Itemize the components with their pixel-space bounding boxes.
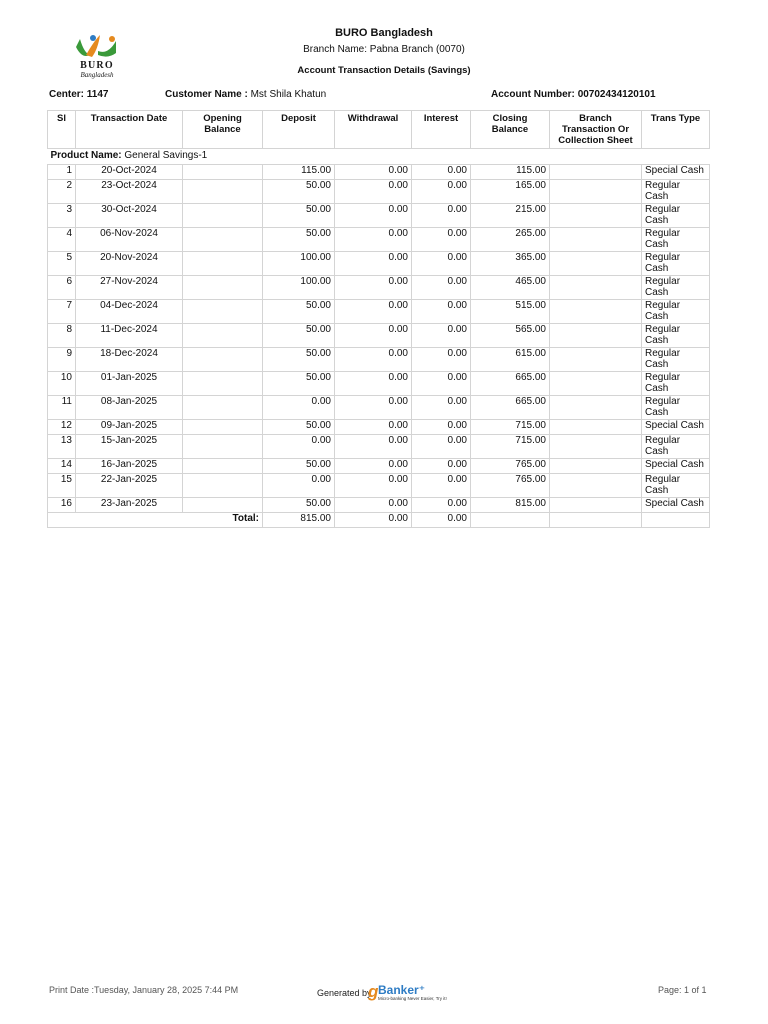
row-sl: 11 xyxy=(48,396,76,420)
row-date: 20-Nov-2024 xyxy=(76,252,183,276)
row-interest: 0.00 xyxy=(412,228,471,252)
row-withdrawal: 0.00 xyxy=(335,324,412,348)
table-row xyxy=(48,276,710,300)
row-sl: 16 xyxy=(48,498,76,513)
branch-name: Branch Name: Pabna Branch (0070) xyxy=(303,44,465,55)
row-date: 06-Nov-2024 xyxy=(76,228,183,252)
row-interest: 0.00 xyxy=(412,204,471,228)
total-deposit: 815.00 xyxy=(263,513,335,528)
col-header-withdrawal: Withdrawal xyxy=(335,111,412,149)
row-opening-balance xyxy=(183,498,263,513)
col-header-sl: Sl xyxy=(48,111,76,149)
row-closing-balance: 265.00 xyxy=(471,228,550,252)
row-withdrawal: 0.00 xyxy=(335,252,412,276)
row-opening-balance xyxy=(183,165,263,180)
row-interest: 0.00 xyxy=(412,459,471,474)
account-value: 00702434120101 xyxy=(577,89,656,100)
total-label: Total: xyxy=(232,513,259,524)
row-sl: 12 xyxy=(48,420,76,435)
print-date: Print Date :Tuesday, January 28, 2025 7:44 PM xyxy=(49,985,239,995)
row-sl: 5 xyxy=(48,252,76,276)
center-info xyxy=(49,89,109,100)
row-withdrawal: 0.00 xyxy=(335,372,412,396)
col-header-closing-balance: Closing Balance xyxy=(471,111,550,149)
row-closing-balance: 365.00 xyxy=(471,252,550,276)
row-trans-type: Regular Cash xyxy=(642,372,710,396)
row-interest: 0.00 xyxy=(412,396,471,420)
row-branch-transaction xyxy=(550,180,642,204)
row-interest: 0.00 xyxy=(412,165,471,180)
row-trans-type: Regular Cash xyxy=(642,300,710,324)
row-interest: 0.00 xyxy=(412,498,471,513)
row-opening-balance xyxy=(183,459,263,474)
row-withdrawal: 0.00 xyxy=(335,165,412,180)
row-closing-balance: 765.00 xyxy=(471,459,550,474)
account-label: Account Number: xyxy=(491,89,575,100)
row-trans-type: Special Cash xyxy=(642,498,710,513)
row-deposit: 0.00 xyxy=(263,396,335,420)
row-trans-type: Regular Cash xyxy=(642,396,710,420)
row-sl: 13 xyxy=(48,435,76,459)
row-branch-transaction xyxy=(550,420,642,435)
row-withdrawal: 0.00 xyxy=(335,276,412,300)
row-opening-balance xyxy=(183,324,263,348)
row-deposit: 50.00 xyxy=(263,498,335,513)
table-row xyxy=(48,252,710,276)
generated-by xyxy=(317,983,477,1003)
table-row xyxy=(48,228,710,252)
row-deposit: 50.00 xyxy=(263,300,335,324)
row-branch-transaction xyxy=(550,228,642,252)
row-sl: 4 xyxy=(48,228,76,252)
table-row xyxy=(48,204,710,228)
row-date: 20-Oct-2024 xyxy=(76,165,183,180)
row-deposit: 50.00 xyxy=(263,228,335,252)
row-sl: 15 xyxy=(48,474,76,498)
row-trans-type: Regular Cash xyxy=(642,435,710,459)
row-closing-balance: 765.00 xyxy=(471,474,550,498)
row-branch-transaction xyxy=(550,204,642,228)
transaction-table xyxy=(47,110,710,528)
row-deposit: 115.00 xyxy=(263,165,335,180)
table-row xyxy=(48,474,710,498)
table-row xyxy=(48,459,710,474)
customer-info xyxy=(165,89,326,100)
row-deposit: 100.00 xyxy=(263,276,335,300)
row-opening-balance xyxy=(183,474,263,498)
row-closing-balance: 665.00 xyxy=(471,396,550,420)
row-withdrawal: 0.00 xyxy=(335,459,412,474)
row-interest: 0.00 xyxy=(412,474,471,498)
table-row xyxy=(48,396,710,420)
row-interest: 0.00 xyxy=(412,372,471,396)
page-number: Page: 1 of 1 xyxy=(658,985,707,995)
row-date: 22-Jan-2025 xyxy=(76,474,183,498)
row-closing-balance: 165.00 xyxy=(471,180,550,204)
table-row xyxy=(48,420,710,435)
row-withdrawal: 0.00 xyxy=(335,204,412,228)
gbanker-tagline: Micro-banking Never Easier, Try it! xyxy=(378,996,447,1001)
row-closing-balance: 815.00 xyxy=(471,498,550,513)
account-info xyxy=(491,89,656,100)
report-title: Account Transaction Details (Savings) xyxy=(297,65,471,76)
row-date: 15-Jan-2025 xyxy=(76,435,183,459)
row-date: 09-Jan-2025 xyxy=(76,420,183,435)
row-deposit: 50.00 xyxy=(263,420,335,435)
row-closing-balance: 615.00 xyxy=(471,348,550,372)
row-branch-transaction xyxy=(550,435,642,459)
row-opening-balance xyxy=(183,252,263,276)
row-branch-transaction xyxy=(550,459,642,474)
row-date: 23-Jan-2025 xyxy=(76,498,183,513)
row-trans-type: Regular Cash xyxy=(642,474,710,498)
table-row xyxy=(48,348,710,372)
row-interest: 0.00 xyxy=(412,252,471,276)
col-header-branch-transaction: Branch Transaction Or Collection Sheet xyxy=(550,111,642,149)
row-trans-type: Special Cash xyxy=(642,165,710,180)
row-deposit: 50.00 xyxy=(263,204,335,228)
row-branch-transaction xyxy=(550,498,642,513)
row-closing-balance: 715.00 xyxy=(471,435,550,459)
row-closing-balance: 465.00 xyxy=(471,276,550,300)
row-opening-balance xyxy=(183,420,263,435)
row-branch-transaction xyxy=(550,276,642,300)
table-row xyxy=(48,498,710,513)
row-opening-balance xyxy=(183,348,263,372)
row-trans-type: Special Cash xyxy=(642,459,710,474)
row-opening-balance xyxy=(183,228,263,252)
row-sl: 6 xyxy=(48,276,76,300)
row-date: 30-Oct-2024 xyxy=(76,204,183,228)
table-header-row xyxy=(48,111,710,149)
center-value: 1147 xyxy=(86,89,109,100)
row-deposit: 50.00 xyxy=(263,324,335,348)
row-branch-transaction xyxy=(550,474,642,498)
row-date: 04-Dec-2024 xyxy=(76,300,183,324)
gbanker-logo-text: Banker⁺ xyxy=(378,983,426,997)
row-sl: 8 xyxy=(48,324,76,348)
row-branch-transaction xyxy=(550,300,642,324)
row-sl: 3 xyxy=(48,204,76,228)
row-interest: 0.00 xyxy=(412,435,471,459)
customer-label: Customer Name : xyxy=(165,89,248,100)
org-name: BURO Bangladesh xyxy=(335,27,433,39)
row-deposit: 100.00 xyxy=(263,252,335,276)
customer-value: Mst Shila Khatun xyxy=(250,89,327,100)
table-row xyxy=(48,372,710,396)
generated-by-label: Generated by xyxy=(317,988,372,998)
row-opening-balance xyxy=(183,180,263,204)
gbanker-logo-g: g xyxy=(368,982,379,1001)
center-label: Center: xyxy=(49,89,85,100)
row-withdrawal: 0.00 xyxy=(335,180,412,204)
table-row xyxy=(48,165,710,180)
row-trans-type: Regular Cash xyxy=(642,276,710,300)
row-deposit: 0.00 xyxy=(263,435,335,459)
row-interest: 0.00 xyxy=(412,180,471,204)
row-deposit: 50.00 xyxy=(263,348,335,372)
col-header-opening-balance: Opening Balance xyxy=(183,111,263,149)
row-deposit: 50.00 xyxy=(263,459,335,474)
row-opening-balance xyxy=(183,300,263,324)
row-opening-balance xyxy=(183,276,263,300)
product-row xyxy=(48,149,710,165)
row-branch-transaction xyxy=(550,372,642,396)
total-withdrawal: 0.00 xyxy=(335,513,412,528)
row-withdrawal: 0.00 xyxy=(335,396,412,420)
row-date: 16-Jan-2025 xyxy=(76,459,183,474)
product-label: Product Name: xyxy=(50,150,122,161)
row-opening-balance xyxy=(183,396,263,420)
row-interest: 0.00 xyxy=(412,420,471,435)
row-branch-transaction xyxy=(550,324,642,348)
row-deposit: 50.00 xyxy=(263,372,335,396)
row-branch-transaction xyxy=(550,252,642,276)
row-trans-type: Regular Cash xyxy=(642,228,710,252)
col-header-interest: Interest xyxy=(412,111,471,149)
table-row xyxy=(48,300,710,324)
row-date: 27-Nov-2024 xyxy=(76,276,183,300)
row-interest: 0.00 xyxy=(412,348,471,372)
row-date: 01-Jan-2025 xyxy=(76,372,183,396)
row-withdrawal: 0.00 xyxy=(335,420,412,435)
row-sl: 9 xyxy=(48,348,76,372)
row-sl: 7 xyxy=(48,300,76,324)
row-opening-balance xyxy=(183,204,263,228)
product-name: General Savings-1 xyxy=(124,150,208,161)
col-header-deposit: Deposit xyxy=(263,111,335,149)
row-closing-balance: 665.00 xyxy=(471,372,550,396)
row-trans-type: Regular Cash xyxy=(642,324,710,348)
row-sl: 1 xyxy=(48,165,76,180)
row-closing-balance: 215.00 xyxy=(471,204,550,228)
table-row xyxy=(48,180,710,204)
row-closing-balance: 715.00 xyxy=(471,420,550,435)
row-trans-type: Regular Cash xyxy=(642,348,710,372)
row-trans-type: Regular Cash xyxy=(642,180,710,204)
row-closing-balance: 115.00 xyxy=(471,165,550,180)
row-withdrawal: 0.00 xyxy=(335,435,412,459)
row-date: 08-Jan-2025 xyxy=(76,396,183,420)
row-interest: 0.00 xyxy=(412,324,471,348)
row-trans-type: Regular Cash xyxy=(642,252,710,276)
table-body xyxy=(48,149,710,513)
row-date: 11-Dec-2024 xyxy=(76,324,183,348)
row-branch-transaction xyxy=(550,348,642,372)
row-closing-balance: 565.00 xyxy=(471,324,550,348)
total-row xyxy=(48,513,710,528)
row-sl: 10 xyxy=(48,372,76,396)
table-row xyxy=(48,435,710,459)
logo-wordmark: BURO xyxy=(80,60,114,71)
row-sl: 14 xyxy=(48,459,76,474)
row-interest: 0.00 xyxy=(412,300,471,324)
table-row xyxy=(48,324,710,348)
row-date: 23-Oct-2024 xyxy=(76,180,183,204)
row-branch-transaction xyxy=(550,396,642,420)
row-withdrawal: 0.00 xyxy=(335,474,412,498)
col-header-trans-type: Trans Type xyxy=(642,111,710,149)
row-opening-balance xyxy=(183,435,263,459)
row-deposit: 50.00 xyxy=(263,180,335,204)
row-branch-transaction xyxy=(550,165,642,180)
total-interest: 0.00 xyxy=(412,513,471,528)
row-interest: 0.00 xyxy=(412,276,471,300)
row-withdrawal: 0.00 xyxy=(335,348,412,372)
row-withdrawal: 0.00 xyxy=(335,300,412,324)
row-deposit: 0.00 xyxy=(263,474,335,498)
row-sl: 2 xyxy=(48,180,76,204)
row-trans-type: Special Cash xyxy=(642,420,710,435)
logo-subtext: Bangladesh xyxy=(80,71,114,79)
row-opening-balance xyxy=(183,372,263,396)
row-date: 18-Dec-2024 xyxy=(76,348,183,372)
row-withdrawal: 0.00 xyxy=(335,498,412,513)
row-withdrawal: 0.00 xyxy=(335,228,412,252)
col-header-transaction-date: Transaction Date xyxy=(76,111,183,149)
row-trans-type: Regular Cash xyxy=(642,204,710,228)
row-closing-balance: 515.00 xyxy=(471,300,550,324)
